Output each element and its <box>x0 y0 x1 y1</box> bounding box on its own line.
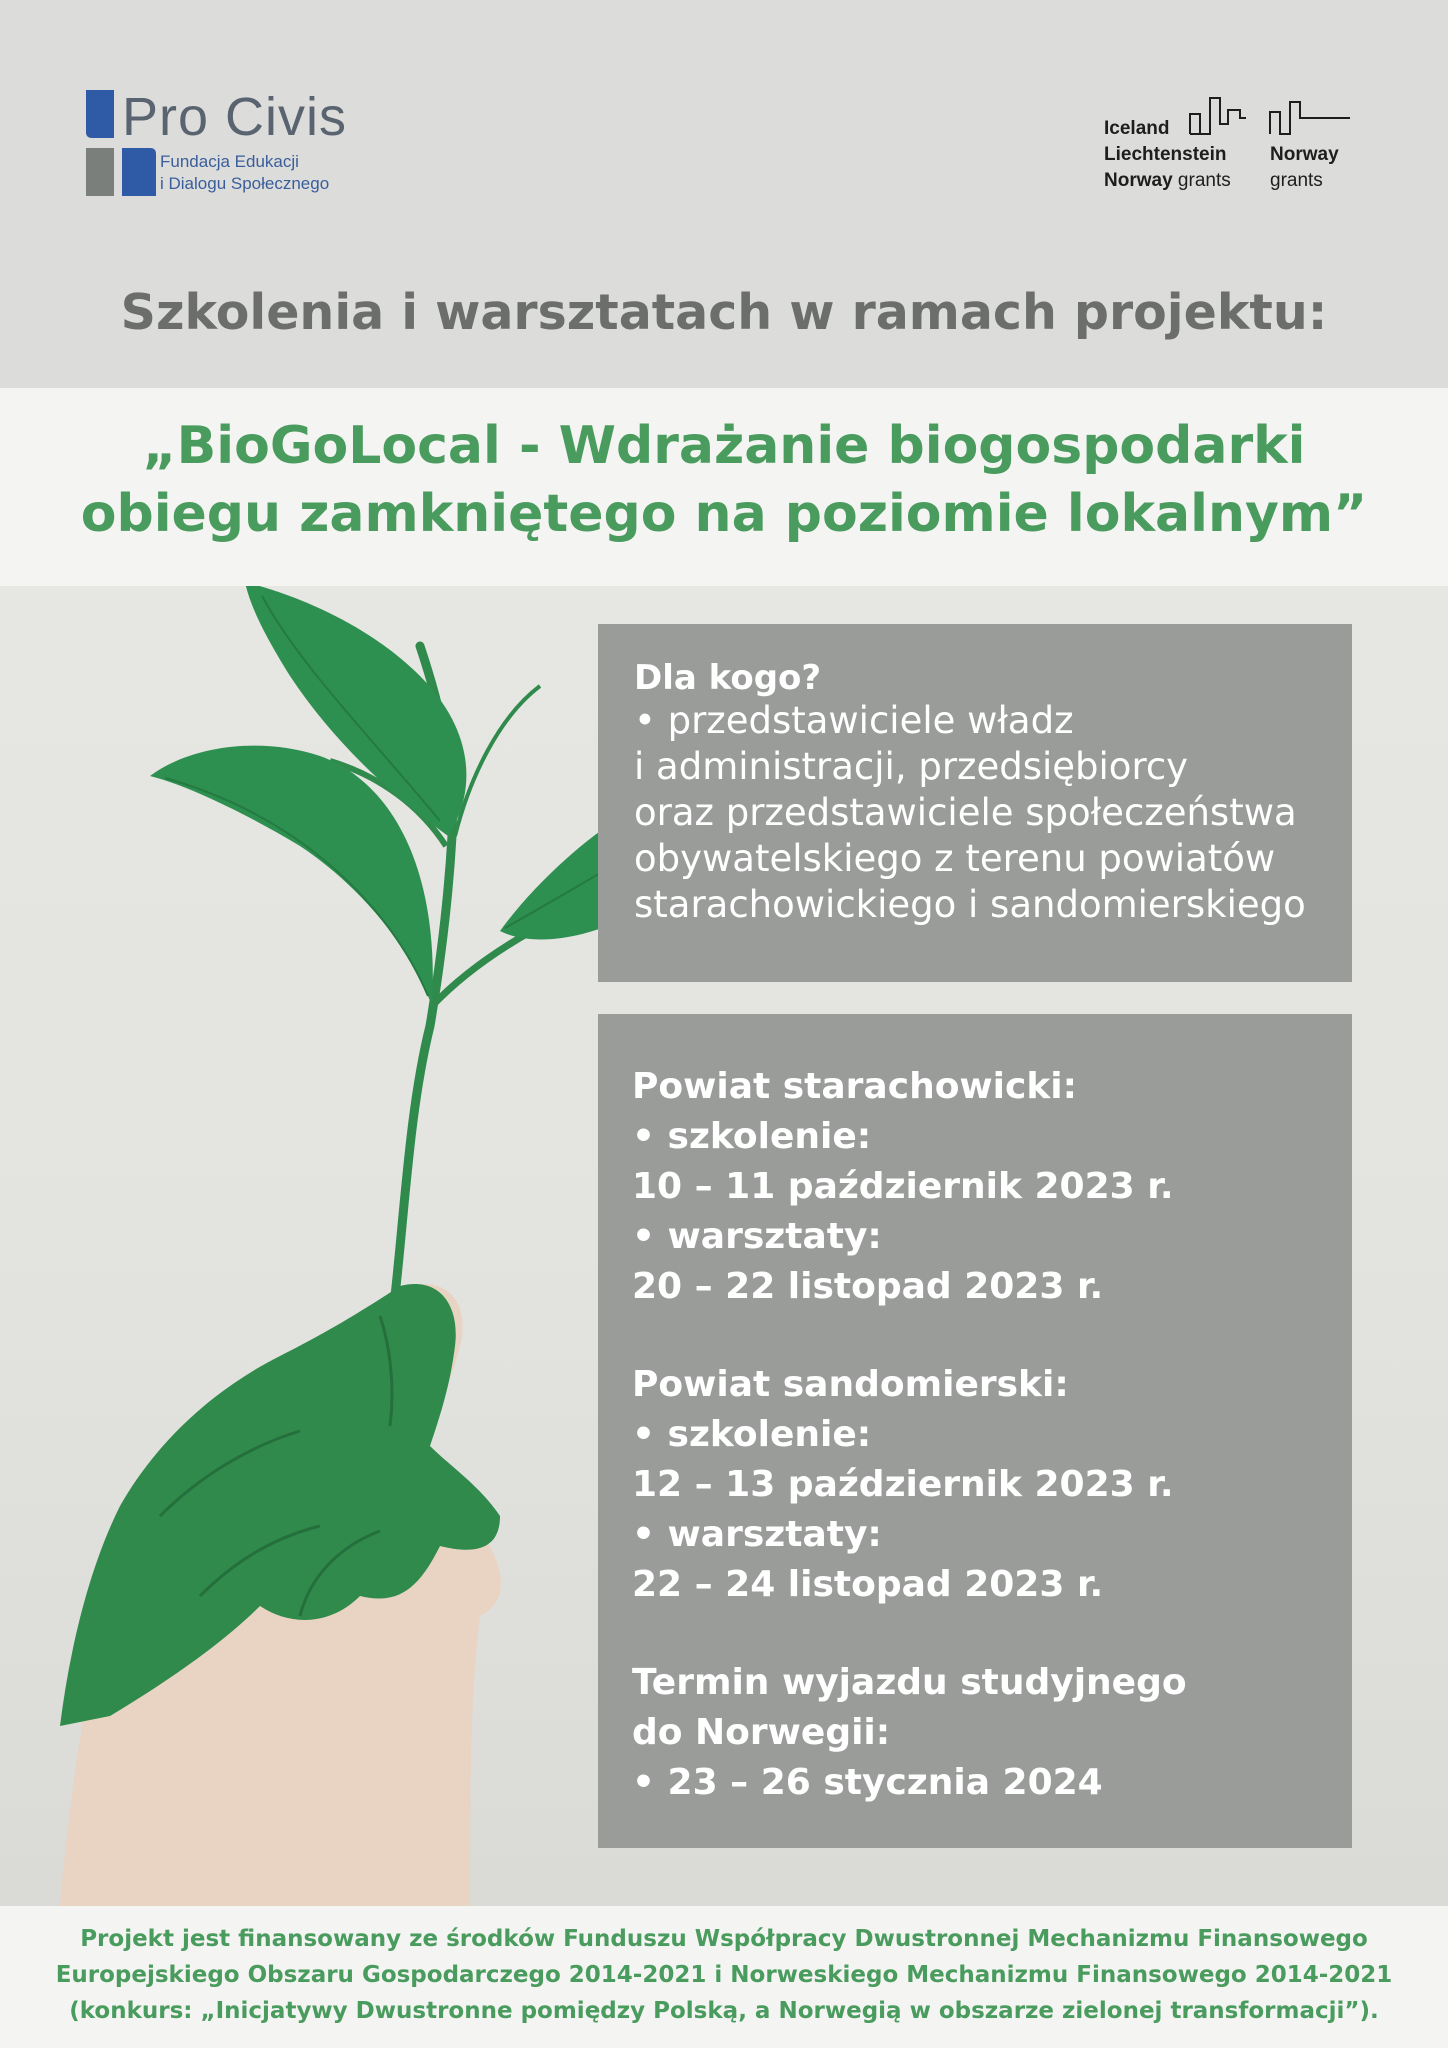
header-area <box>0 0 1448 388</box>
schedule-block1-item1-date: 10 – 11 październik 2023 r. <box>632 1166 1174 1207</box>
schedule-block2-item1-date: 12 – 13 październik 2023 r. <box>632 1464 1174 1505</box>
audience-title: Dla kogo? <box>634 658 822 698</box>
schedule-content <box>632 1062 1187 1808</box>
grants-suffix: grants <box>1177 170 1231 191</box>
footer-line3: (konkurs: „Inicjatywy Dwustronne pomiędzy Polską, a Norwegią w obszarze zielonej transformacji”). <box>69 1998 1379 2024</box>
audience-line: obywatelskiego z terenu powiatów <box>634 837 1276 880</box>
schedule-block2-item2-label: • warsztaty: <box>632 1514 882 1555</box>
pro-civis-name: Pro Civis <box>122 87 348 147</box>
schedule-block1-item1-label: • szkolenie: <box>632 1116 872 1157</box>
schedule-block2-item2-date: 22 – 24 listopad 2023 r. <box>632 1564 1104 1605</box>
pro-civis-subtitle-1: Fundacja Edukacji <box>160 152 299 171</box>
project-title <box>0 412 1448 548</box>
grants-norway-line <box>1104 170 1231 192</box>
audience-panel <box>598 624 1352 982</box>
grants-norway: Norway <box>1104 170 1173 191</box>
audience-content <box>634 658 1306 928</box>
audience-line: i administracji, przedsiębiorcy <box>634 745 1189 788</box>
project-title-line2: obiegu zamkniętego na poziomie lokalnym” <box>80 484 1368 544</box>
schedule-block2-title: Powiat sandomierski: <box>632 1364 1069 1405</box>
schedule-block1-title: Powiat starachowicki: <box>632 1066 1078 1107</box>
grants-logo <box>1104 92 1364 202</box>
schedule-block2-item1-label: • szkolenie: <box>632 1414 872 1455</box>
grants-iceland: Iceland <box>1104 118 1170 139</box>
page-heading: Szkolenia i warsztatach w ramach projektu: <box>120 284 1328 341</box>
norway-grants-title: Norway <box>1270 144 1339 165</box>
schedule-block1-item2-date: 20 – 22 listopad 2023 r. <box>632 1266 1104 1307</box>
project-title-line1: „BioGoLocal - Wdrażanie biogospodarki <box>142 416 1306 476</box>
audience-line: starachowickiego i sandomierskiego <box>634 883 1306 926</box>
schedule-block3-title-1: Termin wyjazdu studyjnego <box>632 1662 1187 1703</box>
pro-civis-subtitle-2: i Dialogu Społecznego <box>160 174 330 193</box>
footer-line1: Projekt jest finansowany ze środków Funduszu Współpracy Dwustronnej Mechanizmu Finansowego <box>80 1926 1368 1952</box>
schedule-panel <box>598 1014 1352 1848</box>
pro-civis-logo <box>86 87 386 210</box>
schedule-block1-item2-label: • warsztaty: <box>632 1216 882 1257</box>
pro-civis-mark-icon-2 <box>122 148 162 198</box>
project-title-band <box>0 388 1448 586</box>
footer <box>0 1906 1448 2048</box>
schedule-block3-date: • 23 – 26 stycznia 2024 <box>632 1762 1103 1803</box>
grants-liechtenstein: Liechtenstein <box>1104 144 1227 165</box>
norway-grants-suffix: grants <box>1270 170 1323 191</box>
footer-line2: Europejskiego Obszaru Gospodarczego 2014-2021 i Norweskiego Mechanizmu Finansowego 2014-2021 <box>55 1962 1393 1988</box>
pro-civis-mark-icon <box>86 90 120 200</box>
schedule-block3-title-2: do Norwegii: <box>632 1712 891 1753</box>
audience-line: oraz przedstawiciele społeczeństwa <box>634 791 1297 834</box>
audience-line: • przedstawiciele władz <box>634 699 1074 742</box>
